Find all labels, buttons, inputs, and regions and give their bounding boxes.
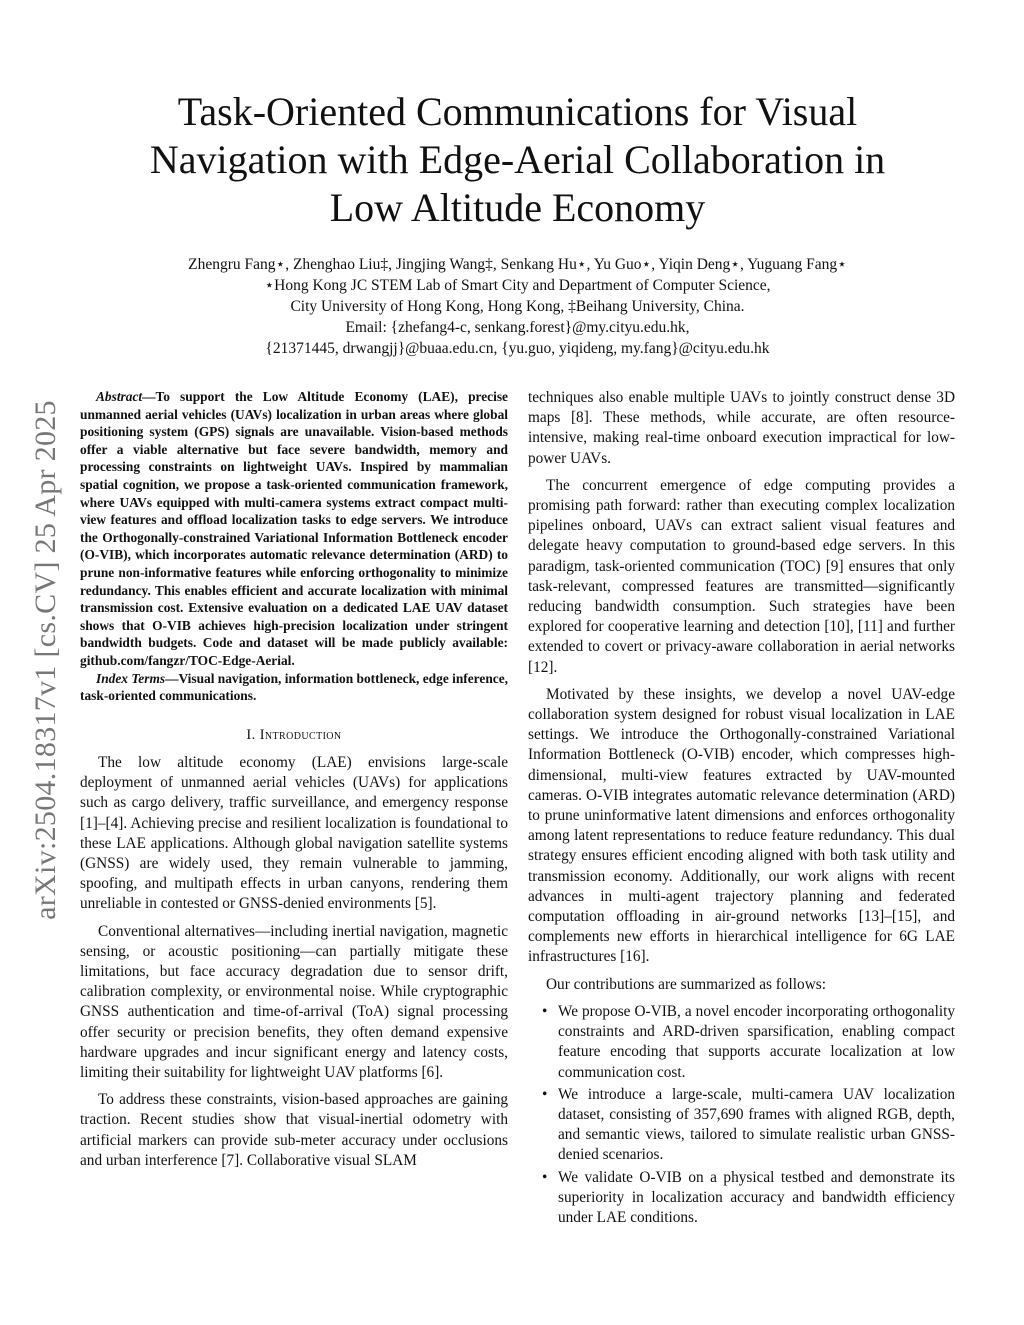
list-item: • We validate O-VIB on a physical testbed and demonstrate its superiority in localization accuracy and bandwidth efficiency under LAE conditions. (558, 1168, 955, 1229)
body-paragraph: techniques also enable multiple UAVs to jointly construct dense 3D maps [8]. These methods, while accurate, are often resource-intensive, making real-time onboard execution impractical for low-power UAVs. (528, 389, 955, 467)
body-paragraph: Conventional alternatives—including inertial navigation, magnetic sensing, or acoustic positioning—can partially mitigate these limitations, but face accuracy degradation due to sensor drift, calibration complexity, or environmental noise. While cryptographic GNSS authentication and time-of-arrival (ToA) signal processing offer security or precision benefits, they often demand expensive hardware upgrades and incur significant energy and latency costs, limiting their suitability for lightweight UAV platforms [6]. (80, 922, 508, 1081)
body-paragraph: To address these constraints, vision-based approaches are gaining traction. Recent studies show that visual-inertial odometry with artificial markers can provide sub-meter accuracy under occlusions and urban interference [7]. Collaborative visual SLAM (80, 1091, 508, 1169)
body-paragraph: The low altitude economy (LAE) envisions large-scale deployment of unmanned aerial vehicles (UAVs) for applications such as cargo delivery, traffic surveillance, and emergency response [1]–[4]. Achieving precise and resilient localization is foundational to these LAE applications. Although global navigation satellite systems (GNSS) are widely used, they remain vulnerable to jamming, spoofing, and multipath effects in urban canyons, rendering them unreliable in contested or GNSS-denied environments [5]. (80, 753, 508, 913)
index-terms-label: Index Terms (96, 670, 166, 686)
title-line: Low Altitude Economy (329, 185, 706, 230)
arxiv-identifier-stamp: arXiv:2504.18317v1 [cs.CV] 25 Apr 2025 (29, 400, 62, 920)
affiliation-line: ⋆Hong Kong JC STEM Lab of Smart City and Department of Computer Science, (264, 277, 771, 294)
email-line: {21371445, drwangjj}@buaa.edu.cn, {yu.guo, yiqideng, my.fang}@cityu.edu.hk (265, 340, 770, 357)
right-column (528, 388, 955, 1230)
abstract-text: —To support the Low Altitude Economy (LAE), precise unmanned aerial vehicles (UAVs) localization in urban areas where global positioning system (GPS) signals are unavailable. Vision-based methods offer a viable alternative but face severe bandwidth, memory and processing constraints on lightweight UAVs. Inspired by mammalian spatial cognition, we propose a task-oriented communication framework, where UAVs equipped with multi-camera systems extract compact multi-view features and offload localization tasks to edge servers. We introduce the Orthogonally-constrained Variational Information Bottleneck encoder (O-VIB), which incorporates automatic relevance determination (ARD) to prune non-informative features while enforcing orthogonality to minimize redundancy. This enables efficient and accurate localization with minimal transmission cost. Extensive evaluation on a dedicated LAE UAV dataset shows that O-VIB achieves high-precision localization under stringent bandwidth budgets. Code and dataset will be made publicly available: github.com/fangzr/TOC-Edge-Aerial. (80, 389, 508, 668)
abstract-label: Abstract (96, 389, 143, 404)
section-number: I. (246, 726, 260, 743)
body-paragraph: The concurrent emergence of edge computing provides a promising path forward: rather than executing complex localization pipelines onboard, UAVs can extract salient visual features and delegate heavy computation to ground-based edge servers. In this paradigm, task-oriented communication (TOC) [9] ensures that only task-relevant, compressed features are transmitted—significantly reducing bandwidth consumption. Such strategies have been explored for cooperative learning and detection [10], [11] and further extended to covert or privacy-aware collaboration in aerial networks [12]. (528, 476, 955, 676)
contributions-list (528, 1002, 955, 1228)
body-paragraph: Motivated by these insights, we develop a novel UAV-edge collaboration system designed for robust visual localization in LAE settings. We introduce the Orthogonally-constrained Variational Information Bottleneck (O-VIB) encoder, which compresses high-dimensional, multi-view features extracted by UAV-mounted cameras. O-VIB integrates automatic relevance determination (ARD) to prune uninformative latent dimensions and enforces orthogonality among latent representations to reduce feature redundancy. This dual strategy ensures efficient encoding aligned with both task utility and transmission economy. Additionally, our work aligns with recent advances in multi-agent trajectory planning and federated computation offloading in air-ground networks [13]–[15], and complements new efforts in hierarchical intelligence for 6G LAE infrastructures [16]. (528, 685, 955, 966)
affiliation-line: City University of Hong Kong, Hong Kong, ‡Beihang University, China. (290, 298, 745, 315)
section-heading-introduction (80, 725, 508, 745)
list-item: • We propose O-VIB, a novel encoder incorporating orthogonality constraints and ARD-driven sparsification, enabling compact feature encoding that supports accurate localization at low communication cost. (558, 1002, 955, 1083)
abstract (80, 388, 508, 670)
contributions-intro: Our contributions are summarized as follows: (546, 975, 826, 993)
title-line: Task-Oriented Communications for Visual (177, 89, 858, 134)
paper-title (130, 88, 905, 232)
email-line: Email: {zhefang4-c, senkang.forest}@my.cityu.edu.hk, (345, 319, 690, 336)
index-terms-text: —Visual navigation, information bottleneck, edge inference, task-oriented communications. (80, 670, 509, 704)
index-terms (80, 670, 508, 705)
left-column (80, 388, 508, 1178)
author-block (100, 254, 935, 359)
author-names: Zhengru Fang⋆, Zhenghao Liu‡, Jingjing Wang‡, Senkang Hu⋆, Yu Guo⋆, Yiqin Deng⋆, Yuguang Fang⋆ (188, 256, 847, 273)
section-title: Introduction (259, 726, 342, 743)
title-line: Navigation with Edge-Aerial Collaboration in (149, 137, 886, 182)
list-item: • We introduce a large-scale, multi-camera UAV localization dataset, consisting of 357,690 frames with aligned RGB, depth, and semantic views, tailored to simulate realistic urban GNSS-denied scenarios. (558, 1085, 955, 1166)
